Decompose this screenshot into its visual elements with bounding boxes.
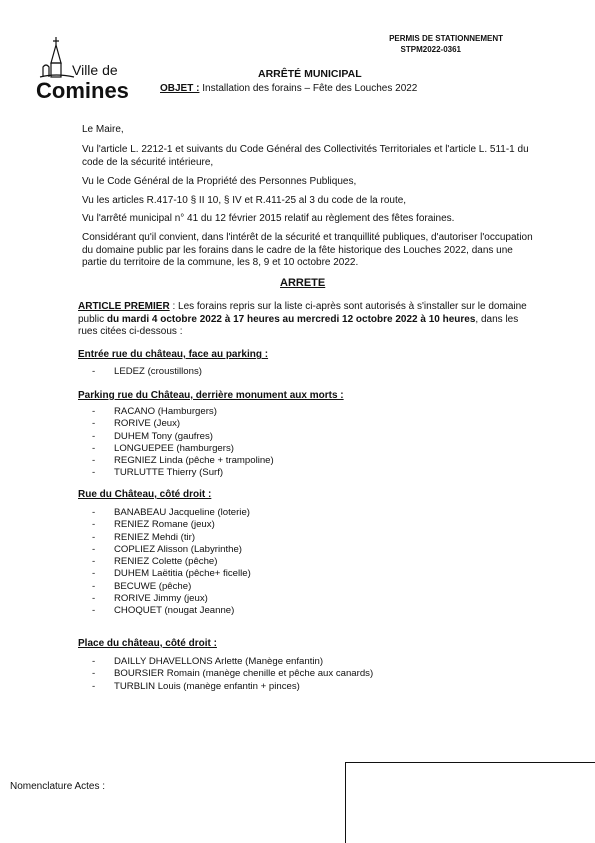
list-item: - RENIEZ Colette (pêche) xyxy=(92,556,218,568)
permit-title: PERMIS DE STATIONNEMENT xyxy=(389,34,503,43)
document-title: ARRÊTÉ MUNICIPAL xyxy=(258,68,362,80)
consideration-5: Considérant qu'il convient, dans l'intérêt de la sécurité et tranquillité publiques, d'autoriser l'occupation du domaine public par les forains dans le cadre de la fête historique des Louches 2022, dans une partie du territoire de la commune, les 8, 9 et 10 octobre 2022. xyxy=(82,232,533,268)
article-label: ARTICLE PREMIER xyxy=(78,301,170,312)
comines-logo xyxy=(30,35,140,107)
list-item: - RENIEZ Mehdi (tir) xyxy=(92,531,196,543)
vendor-list xyxy=(92,366,202,378)
consideration-2: Vu le Code Général de la Propriété des Personnes Publiques, xyxy=(82,176,357,187)
nomenclature-label: Nomenclature Actes : xyxy=(10,781,106,792)
list-item: - TURLUTTE Thierry (Surf) xyxy=(92,467,224,479)
list-item: - DUHEM Tony (gaufres) xyxy=(92,430,213,442)
list-item: - DUHEM Laëtitia (pêche+ ficelle) xyxy=(92,568,251,580)
section-title: Parking rue du Château, derrière monument aux morts : xyxy=(78,390,344,401)
list-item: - DAILLY DHAVELLONS Arlette (Manège enfantin) xyxy=(92,656,324,667)
arrete-heading: ARRETE xyxy=(280,277,326,289)
intro: Le Maire, xyxy=(82,124,124,135)
consideration-4: Vu l'arrêté municipal n° 41 du 12 février 2015 relatif au règlement des fêtes foraines. xyxy=(82,213,455,224)
list-item: - RORIVE (Jeux) xyxy=(92,418,181,430)
section-title: Entrée rue du château, face au parking : xyxy=(78,349,269,360)
consideration-3: Vu les articles R.417-10 § II 10, § IV et R.411-25 al 3 du code de la route, xyxy=(82,195,407,206)
stamp-box xyxy=(345,762,595,843)
vendor-list xyxy=(92,656,373,693)
list-item: - RENIEZ Romane (jeux) xyxy=(92,519,215,531)
list-item: - COPLIEZ Alisson (Labyrinthe) xyxy=(92,543,242,555)
list-item: - LONGUEPEE (hamburgers) xyxy=(92,442,234,454)
logo-comines-text: Comines xyxy=(36,78,129,103)
list-item: - TURBLIN Louis (manège enfantin + pinces) xyxy=(92,680,300,692)
article-premier xyxy=(78,301,538,339)
permit-ref: STPM2022-0361 xyxy=(400,45,461,54)
objet-label: OBJET : xyxy=(160,83,200,94)
section-title: Place du château, côté droit : xyxy=(78,638,217,649)
list-item: - LEDEZ (croustillons) xyxy=(92,366,202,377)
list-item: - BECUWE (pêche) xyxy=(92,580,192,592)
article-text-2: , dans les rues citées ci-dessous : xyxy=(78,313,519,337)
list-item: - BOURSIER Romain (manège chenille et pêche aux canards) xyxy=(92,668,374,680)
article-text-1: : Les forains repris sur la liste ci-après sont autorisés à s'installer sur le domaine public xyxy=(78,301,527,325)
section-title: Rue du Château, côté droit : xyxy=(78,489,212,500)
list-item: - BANABEAU Jacqueline (loterie) xyxy=(92,507,250,518)
logo-ville-text: Ville de xyxy=(72,62,118,78)
list-item: - REGNIEZ Linda (pêche + trampoline) xyxy=(92,455,274,467)
list-item: - RACANO (Hamburgers) xyxy=(92,406,217,417)
vendor-list xyxy=(92,406,274,480)
list-item: - RORIVE Jimmy (jeux) xyxy=(92,593,208,605)
article-dates: du mardi 4 octobre 2022 à 17 heures au mercredi 12 octobre 2022 à 10 heures xyxy=(106,313,476,325)
objet-line xyxy=(160,83,417,94)
list-item: - CHOQUET (nougat Jeanne) xyxy=(92,605,235,617)
consideration-1: Vu l'article L. 2212-1 et suivants du Code Général des Collectivités Territoriales et l'article L. 511-1 du code de la sécurité intérieure, xyxy=(82,144,529,168)
vendor-list xyxy=(92,507,251,618)
objet-text: Installation des forains – Fête des Louches 2022 xyxy=(199,83,418,94)
